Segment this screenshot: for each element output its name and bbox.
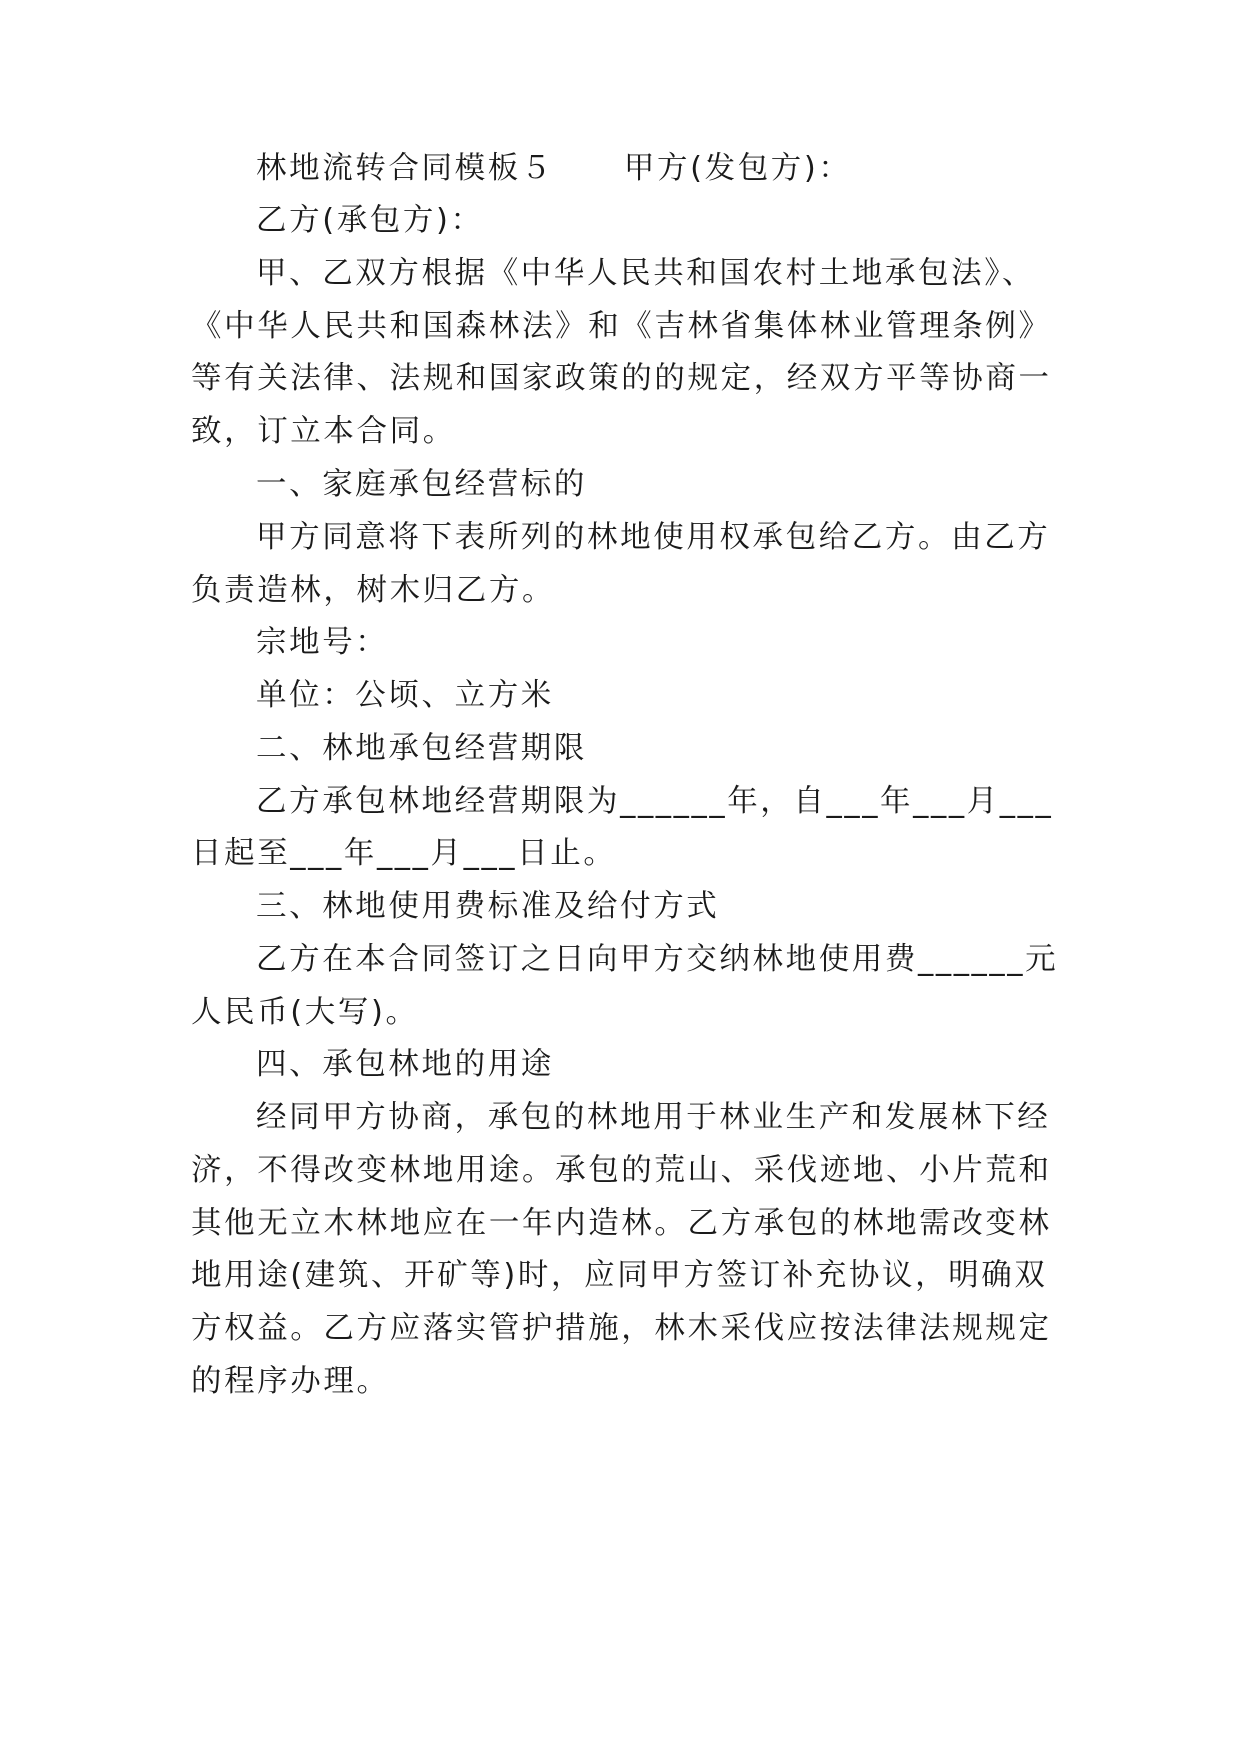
section-4-body-line: 其他无立木林地应在一年内造林。乙方承包的林地需改变林	[191, 1206, 1052, 1241]
section-3-heading: 三、林地使用费标准及给付方式	[256, 889, 720, 924]
section-4-body-line: 济，不得改变林地用途。承包的荒山、采伐迹地、小片荒和	[191, 1153, 1052, 1188]
section-2-body-line: 日起至___年___月___日止。	[191, 836, 617, 871]
section-4-body-line: 经同甲方协商，承包的林地用于林业生产和发展林下经	[256, 1100, 1051, 1135]
section-4-body-line: 地用途(建筑、开矿等)时，应同甲方签订补充协议，明确双	[191, 1258, 1048, 1293]
intro-paragraph-line: 等有关法律、法规和国家政策的的规定，经双方平等协商一	[191, 361, 1052, 396]
intro-paragraph-line: 甲、乙双方根据《中华人民共和国农村土地承包法》、	[256, 256, 1036, 291]
header-line	[256, 147, 1136, 191]
section-1-heading: 一、家庭承包经营标的	[256, 467, 587, 502]
unit-label: 单位：公顷、立方米	[256, 678, 554, 713]
section-4-body-line: 的程序办理。	[191, 1364, 390, 1399]
section-1-body-line: 甲方同意将下表所列的林地使用权承包给乙方。由乙方	[256, 520, 1051, 555]
contract-title: 林地流转合同模板５	[256, 151, 554, 186]
section-3-body-line: 人民币(大写)。	[191, 995, 419, 1030]
lot-number-label: 宗地号：	[256, 625, 389, 660]
section-2-body-line: 乙方承包林地经营期限为______年，自___年___月___	[256, 784, 1054, 819]
section-3-body-line: 乙方在本合同签订之日向甲方交纳林地使用费______元	[256, 942, 1059, 977]
party-b-label: 乙方(承包方)：	[256, 203, 484, 238]
section-1-body-line: 负责造林，树木归乙方。	[191, 573, 556, 608]
intro-paragraph-line: 致，订立本合同。	[191, 414, 456, 449]
section-4-heading: 四、承包林地的用途	[256, 1047, 554, 1082]
intro-paragraph-line: 《中华人民共和国森林法》和《吉林省集体林业管理条例》	[191, 309, 1052, 344]
section-2-heading: 二、林地承包经营期限	[256, 731, 587, 766]
party-a-label: 甲方(发包方)：	[623, 151, 852, 186]
section-4-body-line: 方权益。乙方应落实管护措施，林木采伐应按法律法规规定	[191, 1311, 1052, 1346]
